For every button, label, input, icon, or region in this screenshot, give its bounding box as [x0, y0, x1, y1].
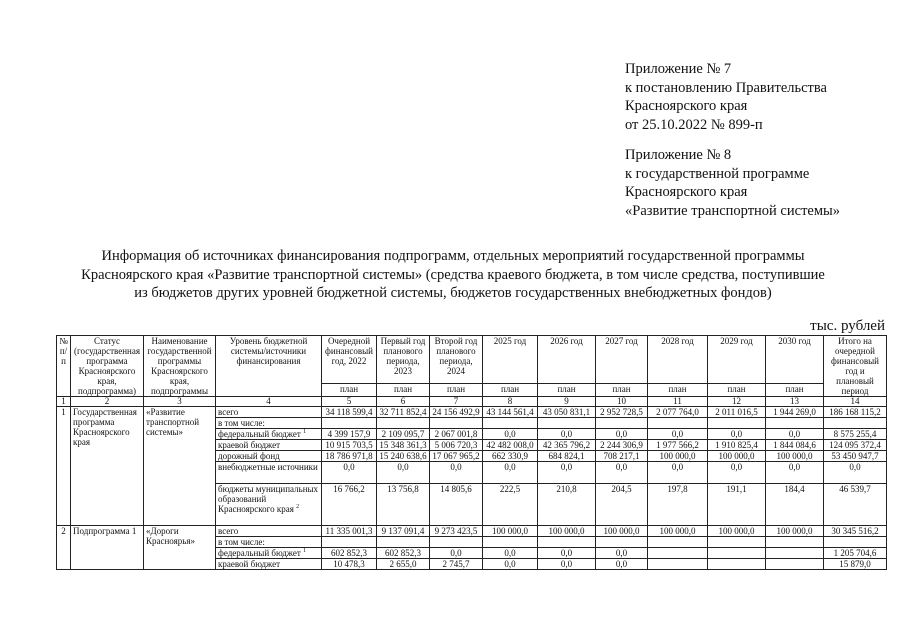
document-title [40, 247, 866, 303]
value-cell: 124 095 372,4 [824, 440, 887, 451]
value-cell: 2 745,7 [430, 559, 483, 570]
header-2022: Очередной финансовый год, 2022 [322, 336, 377, 384]
value-cell: 100 000,0 [538, 526, 596, 537]
value-cell [322, 537, 377, 548]
header-total-label: Итого на очередной финансовый год и плановый период [831, 336, 879, 396]
row-status: Подпрограмма 1 [71, 526, 144, 570]
table-row [57, 407, 887, 418]
row-program-name: «Развитие транспортной системы» [144, 407, 216, 526]
value-cell: 1 910 825,4 [708, 440, 766, 451]
footnote-marker: 1 [303, 429, 307, 435]
appendix-7-line3: Красноярского края [625, 98, 748, 114]
colnum-cell: 2 [71, 397, 144, 407]
value-cell: 0,0 [483, 559, 538, 570]
value-cell: 204,5 [596, 484, 648, 526]
value-cell [648, 548, 708, 559]
value-cell: 18 786 971,8 [322, 451, 377, 462]
plan-cell: план [766, 384, 824, 397]
value-cell: 210,8 [538, 484, 596, 526]
value-cell: 8 575 255,4 [824, 429, 887, 440]
colnum-cell: 6 [377, 397, 430, 407]
value-cell: 0,0 [824, 462, 887, 484]
colnum-cell: 3 [144, 397, 216, 407]
row-status: Государственная программа Красноярского края [71, 407, 144, 526]
value-cell [538, 418, 596, 429]
value-cell: 2 952 728,5 [596, 407, 648, 418]
row-number: 1 [57, 407, 71, 526]
value-cell: 197,8 [648, 484, 708, 526]
value-cell: 100 000,0 [596, 526, 648, 537]
plan-cell: план [483, 384, 538, 397]
funding-source-cell [216, 484, 322, 526]
header-2023: Первый год планового периода, 2023 [377, 336, 430, 384]
value-cell: 10 478,3 [322, 559, 377, 570]
title-line3: из бюджетов других уровней бюджетной системы, бюджетов государственных внебюджетных фондов) [134, 285, 772, 301]
appendix-8-line4: «Развитие транспортной системы» [625, 202, 841, 219]
value-cell [766, 537, 824, 548]
value-cell: 0,0 [483, 429, 538, 440]
table-row [57, 526, 887, 537]
value-cell: 602 852,3 [377, 548, 430, 559]
value-cell: 42 482 008,0 [483, 440, 538, 451]
colnum-cell: 14 [824, 397, 887, 407]
value-cell: 15 240 638,6 [377, 451, 430, 462]
value-cell: 100 000,0 [483, 526, 538, 537]
value-cell: 1 205 704,6 [824, 548, 887, 559]
funding-source-label: всего [218, 407, 239, 417]
value-cell: 17 067 965,2 [430, 451, 483, 462]
value-cell: 43 144 561,4 [483, 407, 538, 418]
colnum-cell: 5 [322, 397, 377, 407]
value-cell [648, 537, 708, 548]
appendix-8-line2: к государственной программе [625, 165, 810, 182]
plan-cell: план [648, 384, 708, 397]
colnum-cell: 11 [648, 397, 708, 407]
plan-cell: план [322, 384, 377, 397]
appendix-8-line1: Приложение № 8 [625, 147, 732, 163]
funding-source-cell [216, 429, 322, 440]
value-cell [766, 548, 824, 559]
value-cell: 0,0 [538, 462, 596, 484]
value-cell: 32 711 852,4 [377, 407, 430, 418]
funding-source-cell [216, 462, 322, 484]
plan-cell: план [377, 384, 430, 397]
plan-cell: план [708, 384, 766, 397]
value-cell: 24 156 492,9 [430, 407, 483, 418]
title-line2: Красноярского края «Развитие транспортной системы» (средства краевого бюджета, в том числе средства, поступившие [81, 266, 825, 283]
colnum-cell: 7 [430, 397, 483, 407]
funding-source-label: всего [218, 526, 239, 536]
value-cell [322, 418, 377, 429]
value-cell [648, 418, 708, 429]
plan-cell: план [538, 384, 596, 397]
value-cell [824, 418, 887, 429]
value-cell: 0,0 [483, 548, 538, 559]
colnum-cell: 13 [766, 397, 824, 407]
colnum-cell: 8 [483, 397, 538, 407]
footnote-marker: 1 [303, 548, 307, 554]
value-cell [430, 418, 483, 429]
funding-source-cell [216, 526, 322, 537]
value-cell [596, 537, 648, 548]
value-cell: 100 000,0 [766, 526, 824, 537]
value-cell: 0,0 [648, 462, 708, 484]
header-level: Уровень бюджетной системы/источники финансирования [216, 336, 322, 397]
header-total [824, 336, 887, 397]
value-cell: 2 067 001,8 [430, 429, 483, 440]
section-1-body [57, 407, 887, 526]
header-no: № п/п [57, 336, 71, 397]
value-cell: 53 450 947,7 [824, 451, 887, 462]
value-cell: 46 539,7 [824, 484, 887, 526]
appendix-7-line1: Приложение № 7 [625, 61, 732, 77]
value-cell: 43 050 831,1 [538, 407, 596, 418]
value-cell [483, 418, 538, 429]
funding-source-label: дорожный фонд [218, 451, 280, 461]
value-cell: 5 006 720,3 [430, 440, 483, 451]
value-cell [377, 537, 430, 548]
colnum-cell: 10 [596, 397, 648, 407]
value-cell: 2 244 306,9 [596, 440, 648, 451]
value-cell: 0,0 [483, 462, 538, 484]
value-cell: 2 011 016,5 [708, 407, 766, 418]
value-cell [430, 537, 483, 548]
funding-source-label: в том числе: [218, 418, 265, 428]
appendix-7-line4: от 25.10.2022 № 899-п [625, 116, 763, 133]
value-cell: 0,0 [596, 429, 648, 440]
value-cell: 0,0 [322, 462, 377, 484]
funding-source-label: внебюджетные источники [218, 462, 318, 472]
header-status: Статус (государственная программа Красноярского края, подпрограмма) [71, 336, 144, 397]
funding-source-cell [216, 418, 322, 429]
value-cell: 222,5 [483, 484, 538, 526]
value-cell [766, 559, 824, 570]
header-2025: 2025 год [483, 336, 538, 384]
colnum-cell: 4 [216, 397, 322, 407]
value-cell: 1 977 566,2 [648, 440, 708, 451]
value-cell: 0,0 [538, 429, 596, 440]
header-2026: 2026 год [538, 336, 596, 384]
funding-source-label: бюджеты муниципальных образований Красноярского края [218, 484, 319, 514]
value-cell: 0,0 [708, 462, 766, 484]
value-cell: 16 766,2 [322, 484, 377, 526]
row-program-name: «Дороги Красноярья» [144, 526, 216, 570]
plan-cell: план [596, 384, 648, 397]
financing-table [56, 335, 887, 570]
header-2024: Второй год планового периода, 2024 [430, 336, 483, 384]
value-cell [708, 418, 766, 429]
value-cell: 100 000,0 [648, 526, 708, 537]
value-cell: 14 805,6 [430, 484, 483, 526]
value-cell: 0,0 [596, 462, 648, 484]
value-cell: 11 335 001,3 [322, 526, 377, 537]
appendix-7-block [625, 60, 895, 134]
value-cell: 0,0 [538, 548, 596, 559]
value-cell [648, 559, 708, 570]
funding-source-label: федеральный бюджет [218, 429, 301, 439]
footnote-marker: 2 [296, 504, 300, 510]
value-cell: 15 879,0 [824, 559, 887, 570]
value-cell: 2 109 095,7 [377, 429, 430, 440]
funding-source-cell [216, 440, 322, 451]
value-cell [483, 537, 538, 548]
funding-source-cell [216, 548, 322, 559]
row-number: 2 [57, 526, 71, 570]
funding-source-label: федеральный бюджет [218, 548, 301, 558]
plan-cell: план [430, 384, 483, 397]
value-cell: 9 137 091,4 [377, 526, 430, 537]
header-2027: 2027 год [596, 336, 648, 384]
value-cell: 100 000,0 [708, 451, 766, 462]
value-cell [708, 548, 766, 559]
value-cell: 1 844 084,6 [766, 440, 824, 451]
value-cell: 186 168 115,2 [824, 407, 887, 418]
value-cell: 9 273 423,5 [430, 526, 483, 537]
value-cell: 0,0 [430, 548, 483, 559]
value-cell: 2 655,0 [377, 559, 430, 570]
value-cell [377, 418, 430, 429]
value-cell [538, 537, 596, 548]
value-cell: 602 852,3 [322, 548, 377, 559]
funding-source-label: краевой бюджет [218, 559, 281, 569]
value-cell: 1 944 269,0 [766, 407, 824, 418]
value-cell: 0,0 [766, 462, 824, 484]
funding-source-label: в том числе: [218, 537, 265, 547]
value-cell: 662 330,9 [483, 451, 538, 462]
value-cell: 0,0 [430, 462, 483, 484]
value-cell: 0,0 [377, 462, 430, 484]
value-cell: 708 217,1 [596, 451, 648, 462]
value-cell: 191,1 [708, 484, 766, 526]
value-cell: 42 365 796,2 [538, 440, 596, 451]
value-cell: 100 000,0 [708, 526, 766, 537]
value-cell: 0,0 [596, 548, 648, 559]
appendix-8-line3: Красноярского края [625, 184, 748, 200]
value-cell: 13 756,8 [377, 484, 430, 526]
title-line1: Информация об источниках финансирования подпрограмм, отдельных мероприятий государственной программы [101, 248, 805, 264]
units-label: тыс. рублей [810, 318, 885, 334]
section-2-body [57, 526, 887, 570]
value-cell: 184,4 [766, 484, 824, 526]
value-cell [708, 537, 766, 548]
appendix-8-block [625, 146, 895, 220]
header-2028: 2028 год [648, 336, 708, 384]
value-cell [824, 537, 887, 548]
header-2030: 2030 год [766, 336, 824, 384]
value-cell: 15 348 361,3 [377, 440, 430, 451]
value-cell [766, 418, 824, 429]
funding-source-cell [216, 559, 322, 570]
header-2029: 2029 год [708, 336, 766, 384]
table-header-row [57, 336, 887, 384]
value-cell: 30 345 516,2 [824, 526, 887, 537]
colnum-cell: 12 [708, 397, 766, 407]
funding-source-cell [216, 407, 322, 418]
value-cell: 0,0 [766, 429, 824, 440]
value-cell: 10 915 703,5 [322, 440, 377, 451]
value-cell [708, 559, 766, 570]
appendix-7-line2: к постановлению Правительства [625, 79, 827, 96]
value-cell: 0,0 [708, 429, 766, 440]
funding-source-cell [216, 537, 322, 548]
funding-source-label: краевой бюджет [218, 440, 281, 450]
value-cell: 0,0 [538, 559, 596, 570]
value-cell [596, 418, 648, 429]
colnum-cell: 9 [538, 397, 596, 407]
column-number-row [57, 397, 887, 407]
funding-source-cell [216, 451, 322, 462]
value-cell: 684 824,1 [538, 451, 596, 462]
value-cell: 34 118 599,4 [322, 407, 377, 418]
value-cell: 2 077 764,0 [648, 407, 708, 418]
header-name: Наименование государственной программы Красноярского края, подпрограммы [144, 336, 216, 397]
value-cell: 0,0 [596, 559, 648, 570]
colnum-cell: 1 [57, 397, 71, 407]
value-cell: 4 399 157,9 [322, 429, 377, 440]
value-cell: 100 000,0 [648, 451, 708, 462]
value-cell: 100 000,0 [766, 451, 824, 462]
value-cell: 0,0 [648, 429, 708, 440]
